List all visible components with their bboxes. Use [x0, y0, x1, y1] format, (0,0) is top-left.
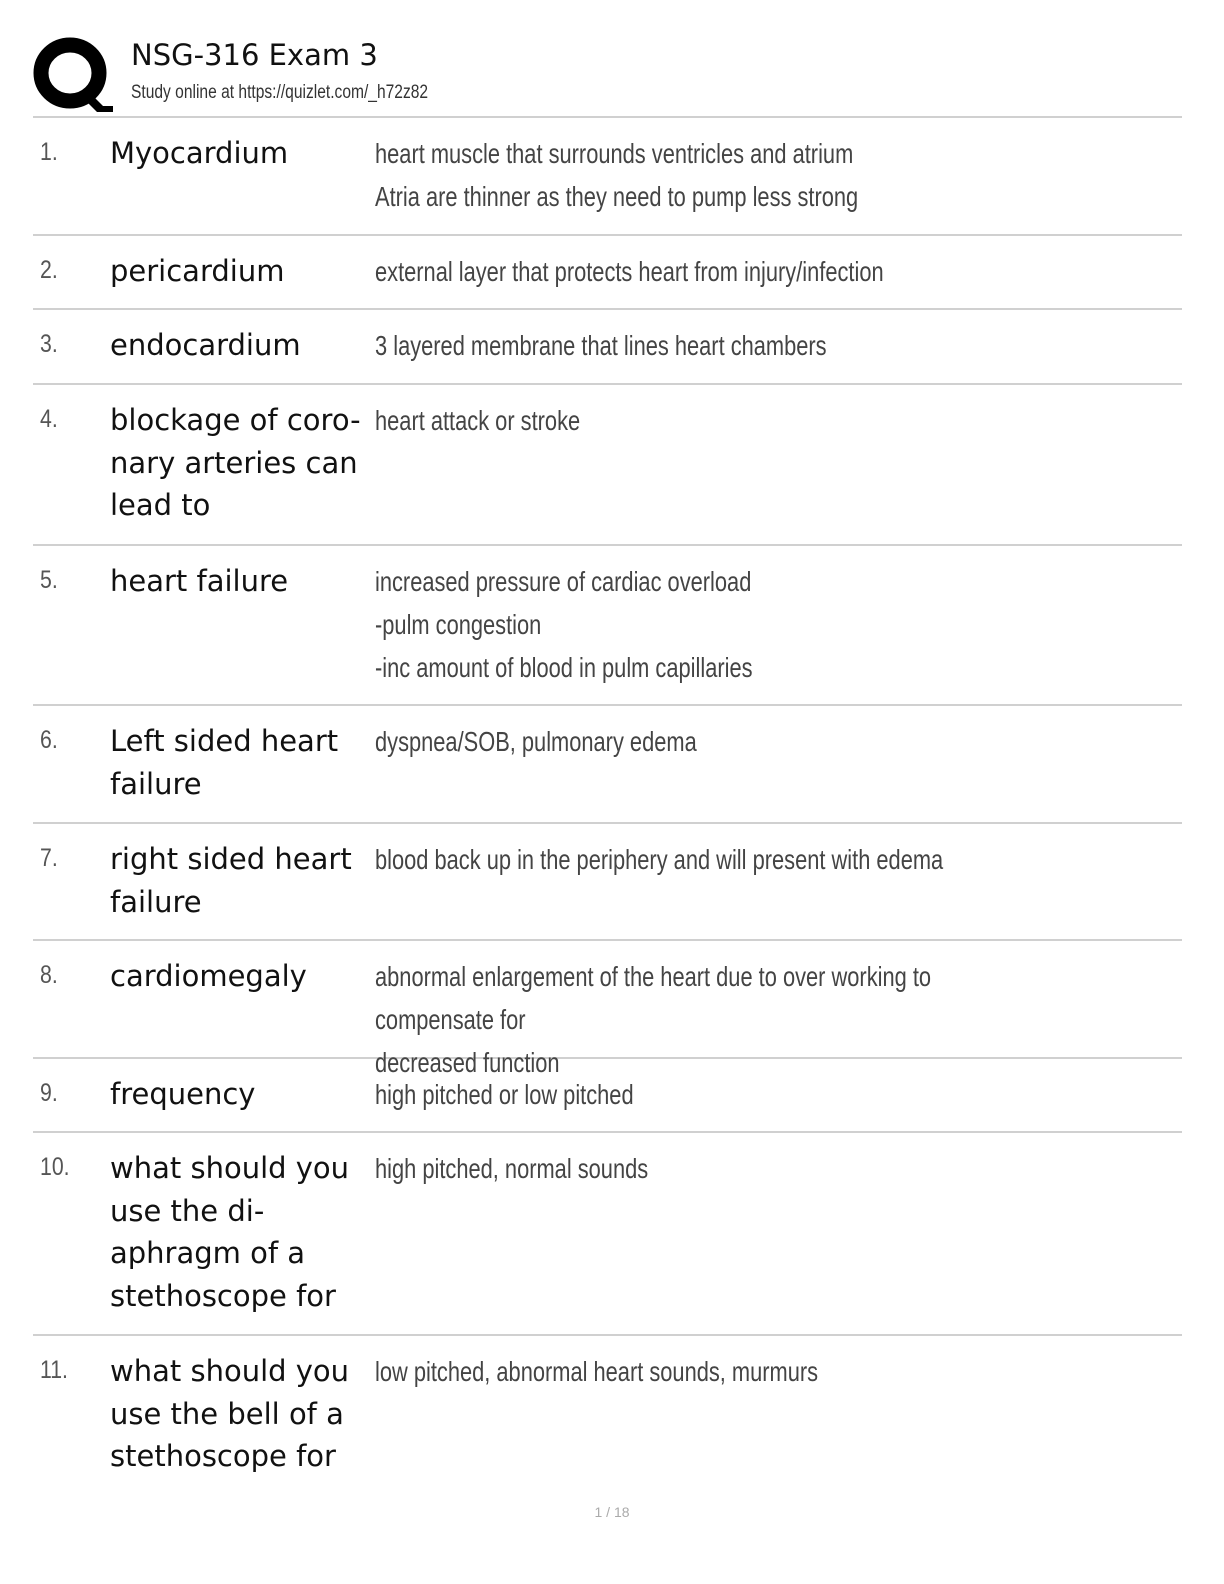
flashcard-row [33, 385, 1182, 546]
flashcard-row [33, 546, 1182, 706]
card-definition: blood back up in the periphery and will present with edema [375, 844, 944, 875]
card-number: 6. [40, 726, 58, 754]
flashcard-list [33, 116, 1182, 1486]
quizlet-logo-icon [33, 36, 113, 112]
card-definition: high pitched or low pitched [375, 1079, 634, 1110]
card-number: 2. [40, 256, 58, 284]
card-definition: heart muscle that surrounds ventricles and atrium Atria are thinner as they need to pump less strong [375, 138, 859, 212]
card-term: endocardium [110, 328, 301, 362]
card-number: 1. [40, 138, 58, 166]
card-term: blockage of coro- nary arteries can lead to [110, 403, 361, 522]
card-definition: dyspnea/SOB, pulmonary edema [375, 726, 697, 757]
card-number: 4. [40, 405, 58, 433]
card-term: what should you use the di- aphragm of a stethoscope for [110, 1151, 350, 1313]
card-definition: low pitched, abnormal heart sounds, murmurs [375, 1356, 819, 1387]
card-term: Left sided heart failure [110, 724, 339, 801]
card-number: 11. [40, 1356, 68, 1384]
page-header [33, 36, 1183, 116]
card-term: frequency [110, 1077, 256, 1111]
card-term: heart failure [110, 564, 289, 598]
card-number: 5. [40, 566, 58, 594]
page-number: 1 / 18 [594, 1504, 630, 1520]
card-number: 10. [40, 1153, 70, 1181]
flashcard-row [33, 1059, 1182, 1133]
card-term: pericardium [110, 254, 285, 288]
flashcard-row [33, 236, 1182, 310]
flashcard-row [33, 824, 1182, 941]
flashcard-row [33, 1133, 1182, 1336]
flashcard-row [33, 941, 1182, 1078]
card-term: what should you use the bell of a stethoscope for [110, 1354, 350, 1473]
flashcard-row [33, 310, 1182, 385]
card-definition: high pitched, normal sounds [375, 1153, 649, 1184]
card-definition: heart attack or stroke [375, 405, 581, 436]
card-term: cardiomegaly [110, 959, 307, 993]
flashcard-row [33, 118, 1182, 236]
card-number: 3. [40, 330, 58, 358]
card-definition: abnormal enlargement of the heart due to over working to compensate for decreased function [375, 961, 932, 1078]
study-link[interactable]: Study online at https://quizlet.com/_h72z82 [131, 82, 429, 103]
card-definition: increased pressure of cardiac overload -pulm congestion -inc amount of blood in pulm capillaries [375, 566, 753, 683]
card-definition: external layer that protects heart from injury/infection [375, 256, 884, 287]
card-term: Myocardium [110, 136, 289, 170]
flashcard-row [33, 706, 1182, 824]
card-term: right sided heart failure [110, 842, 352, 919]
card-number: 8. [40, 961, 58, 989]
card-number: 7. [40, 844, 58, 872]
flashcard-row [33, 1336, 1182, 1486]
card-number: 9. [40, 1079, 58, 1107]
card-definition: 3 layered membrane that lines heart chambers [375, 330, 827, 361]
page-title: NSG-316 Exam 3 [131, 38, 378, 72]
